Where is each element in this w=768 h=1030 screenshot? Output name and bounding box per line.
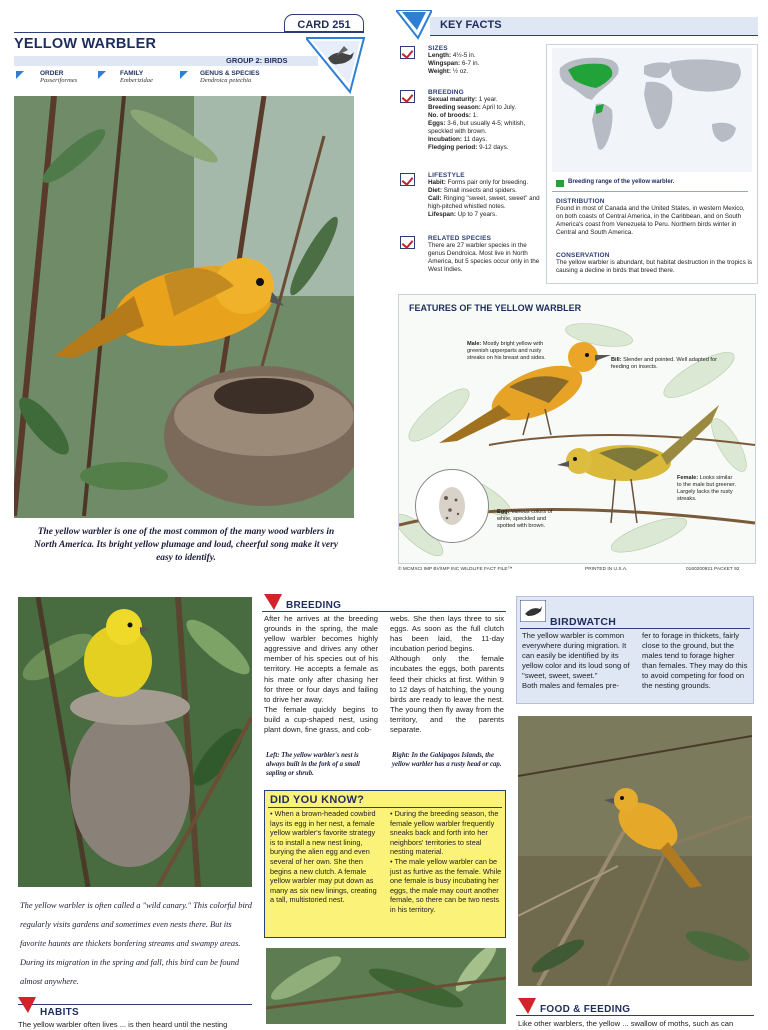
breeding-key: Breeding season: <box>428 104 481 111</box>
breeding-value: 3-6, but usually 4-5; whitish, speckled with brown. <box>428 120 526 135</box>
page-title: YELLOW WARBLER <box>14 36 157 52</box>
taxonomy-value: Dendroica petechia <box>200 77 252 84</box>
feature-value: Various colors of white, speckled and spotted with brown. <box>497 509 553 529</box>
habits-marker <box>18 997 36 1018</box>
key-facts-lifestyle <box>428 172 542 219</box>
main-photo-warbler-at-nest <box>14 96 354 518</box>
lifestyle-key: Diet: <box>428 187 442 194</box>
group-emblem <box>306 36 366 94</box>
sizes-value: ½ oz. <box>452 68 469 75</box>
sizes-key: Wingspan: <box>428 60 461 67</box>
did-you-know-col1: • When a brown-headed cowbird lays its egg in her nest, a female yellow warbler's favorite strategy is to install a new nest lining, burying the alien egg and even several of her own. She then begins a new clutch. A female yellow warbler may put down as many as six new linings, creating a tall, multistoried nest. <box>270 809 377 905</box>
caption-right-galapagos <box>392 752 504 770</box>
lifestyle-heading: LIFESTYLE <box>428 172 465 179</box>
breeding-key: Fledging period: <box>428 144 478 151</box>
breeding-key: No. of broods: <box>428 112 472 119</box>
breeding-key: Sexual maturity: <box>428 96 477 103</box>
habits-title: HABITS <box>40 1007 80 1018</box>
conservation-text: The yellow warbler is abundant, but habitat destruction in the tropics is causing a decline in birds that breed there. <box>556 259 753 274</box>
sizes-key: Weight: <box>428 68 451 75</box>
main-caption: The yellow warbler is one of the most common of the many wood warblers in North America. Its bright yellow plumage and loud, cheerful song make it very easy to identify. <box>34 527 338 564</box>
feature-key: Egg: <box>497 509 510 515</box>
photo-bird-on-nest <box>18 597 252 887</box>
birdwatch-emblem <box>520 600 546 627</box>
caption-left-text: Left: The yellow warbler's nest is always built in the fork of a small sapling or shrub. <box>266 752 360 777</box>
lifestyle-value: Up to 7 years. <box>457 211 497 218</box>
taxonomy-label: GENUS & SPECIES <box>200 70 260 77</box>
feature-egg-label <box>497 509 557 530</box>
breeding-heading: BREEDING <box>428 89 464 96</box>
female-bird-illustration <box>557 405 719 523</box>
sizes-heading: SIZES <box>428 45 448 52</box>
breeding-key: Eggs: <box>428 120 446 127</box>
taxonomy-value: Emberizidae <box>120 77 153 84</box>
distribution-text: Found in most of Canada and the United States, in western Mexico, on both coasts of Central America, in the Caribbean, and on South America's coast from Venezuela to Peru. Northern birds winter in Central and South America. <box>556 205 745 236</box>
breeding-col2: webs. She then lays three to six eggs. As soon as the full clutch has been laid, the 11-day incubation period begins. Although only the female incubates the eggs, both parents feed their chicks at first. Within 9 to 12 days of hatching, the young birds are ready to leave the nest. The young then fly away from the territory, and the parents separate. <box>390 614 504 735</box>
egg-icon <box>416 470 488 542</box>
food-marker <box>518 998 536 1019</box>
birdwatch-title-rule <box>520 628 750 629</box>
breeding-col1: After he arrives at the breeding grounds in the spring, the male yellow warbler becomes highly aggressive and drives any other member of his species out of his territory. He accepts a female as his mate only after chasing her for three or four days and failing to drive her away. The female quickly begins to build a cup-shaped nest, using plant down, fine grass, and cob- <box>264 614 378 735</box>
did-you-know-title-rule <box>268 807 502 808</box>
egg-circle <box>415 469 489 543</box>
card-number: CARD 251 <box>297 19 351 31</box>
lifestyle-key: Call: <box>428 195 442 202</box>
sizes-key: Length: <box>428 52 452 59</box>
conservation-heading: CONSERVATION <box>556 252 610 259</box>
features-title: FEATURES OF THE YELLOW WARBLER <box>409 303 582 313</box>
related-heading: RELATED SPECIES <box>428 235 492 242</box>
distribution-block <box>556 198 752 237</box>
food-rule <box>516 1015 754 1016</box>
feature-key: Bill: <box>611 357 622 363</box>
map-legend-rule <box>552 191 748 192</box>
feature-male-label <box>467 341 557 362</box>
corner-marker-icon <box>518 998 536 1014</box>
taxonomy-label: ORDER <box>40 70 64 77</box>
distribution-heading: DISTRIBUTION <box>556 198 605 205</box>
feature-value: Looks similar to the male but greener. Largely lacks the rusty streaks. <box>677 475 737 502</box>
lifestyle-value: Forms pair only for breeding. <box>447 179 529 186</box>
corner-marker-icon <box>18 997 36 1013</box>
corner-marker-icon <box>180 71 188 79</box>
key-facts-header: KEY FACTS <box>440 19 502 31</box>
footer-copyright: © MCMXCI IMP BV/IMP INC WILDLIFE FACT FILE™ <box>398 567 513 572</box>
taxonomy-label: FAMILY <box>120 70 144 77</box>
breeding-rule <box>262 611 506 612</box>
map-legend-swatch <box>556 180 564 187</box>
habits-rule <box>18 1004 252 1005</box>
feature-key: Female: <box>677 475 699 481</box>
corner-marker-icon <box>396 10 432 40</box>
bird-emblem-icon <box>520 600 546 622</box>
did-you-know-title: DID YOU KNOW? <box>270 794 365 806</box>
key-facts-corner <box>396 10 432 45</box>
key-facts-sizes <box>428 45 540 76</box>
check-mark-icon <box>400 90 415 103</box>
feature-bill-label <box>611 357 721 371</box>
card-tab-rule <box>14 32 364 33</box>
food-title: FOOD & FEEDING <box>540 1004 631 1015</box>
related-text: There are 27 warbler species in the genus Dendroica. Most live in North America, but 5 species occur only in the West Indies. <box>428 242 540 273</box>
card-number-tab <box>284 14 364 32</box>
did-you-know-col2: • During the breeding season, the female yellow warbler frequently sneaks back and forth into her neighbors' territories to steal nesting material. • The male yellow warbler can be just as furtive as the female. While one female is busy incubating her eggs, the male may court another female, so there can be two nests in his territory. <box>390 809 502 914</box>
breeding-value: 9-12 days. <box>479 144 509 151</box>
feature-value: Slender and pointed. Well adapted for feeding on insects. <box>611 357 717 370</box>
breeding-value: April to July. <box>482 104 517 111</box>
photo-warbler-on-branch <box>518 716 752 986</box>
lifestyle-key: Habit: <box>428 179 446 186</box>
key-facts-related <box>428 235 542 274</box>
caption-left-nest <box>266 752 378 778</box>
feature-value: Mostly bright yellow with greenish upperparts and rusty streaks on his breast and sides. <box>467 341 546 361</box>
breeding-key: Incubation: <box>428 136 462 143</box>
lifestyle-key: Lifespan: <box>428 211 456 218</box>
feature-key: Male: <box>467 341 482 347</box>
lifestyle-value: Ringing "sweet, sweet, sweet" and high-pitched whistled notes. <box>428 195 540 210</box>
birdwatch-col2: fer to forage in thickets, fairly close to the ground, but the males tend to forage higher than females. They may do this to avoid competing for food on the nesting grounds. <box>642 631 748 691</box>
corner-marker-icon <box>264 594 282 610</box>
bird-emblem-icon <box>306 36 366 94</box>
world-map <box>552 48 752 172</box>
breeding-value: 1. <box>472 112 479 119</box>
footer-packet: 0160200921 PACKET 92 <box>686 567 740 572</box>
breeding-value: 1 year. <box>478 96 498 103</box>
check-mark-icon <box>400 173 415 186</box>
corner-marker-icon <box>16 71 24 79</box>
taxonomy-value: Passeriformes <box>40 77 78 84</box>
photo-foliage-strip <box>266 948 506 1024</box>
check-mark-icon <box>400 46 415 59</box>
map-legend: Breeding range of the yellow warbler. <box>568 179 675 185</box>
left-caption: The yellow warbler is often called a "wild canary." This colorful bird regularly visits gardens and sometimes even nests there. But its favorite haunts are thickets bordering streams and swampy areas. During its migration in the spring and fall, this bird can be found almost anywhere. <box>20 901 252 986</box>
corner-marker-icon <box>98 71 106 79</box>
birdwatch-col1: The yellow warbler is common everywhere during migration. It can easily be identified by its yellow color and its loud song of "sweet, sweet, sweet." Both males and females pre- <box>522 631 630 691</box>
breeding-marker <box>264 594 282 615</box>
sizes-value: 6-7 in. <box>461 60 480 67</box>
habits-text: The yellow warbler often lives ... is then heard until the nesting <box>18 1020 228 1029</box>
key-facts-breeding <box>428 89 542 152</box>
group-label: GROUP 2: BIRDS <box>226 56 288 65</box>
footer-printed: PRINTED IN U.S.A. <box>585 567 628 572</box>
breeding-title: BREEDING <box>286 600 342 611</box>
breeding-value: 11 days. <box>463 136 488 143</box>
caption-right-text: Right: In the Galápagos Islands, the yellow warbler has a rusty head or cap. <box>392 752 502 768</box>
birdwatch-title: BIRDWATCH <box>550 616 617 628</box>
feature-female-label <box>677 475 737 503</box>
food-text: Like other warblers, the yellow ... swallow of moths, such as can <box>518 1019 734 1028</box>
features-panel <box>398 294 756 564</box>
check-mark-icon <box>400 236 415 249</box>
conservation-block <box>556 252 752 275</box>
sizes-value: 4½-5 in. <box>452 52 476 59</box>
lifestyle-value: Small insects and spiders. <box>443 187 517 194</box>
